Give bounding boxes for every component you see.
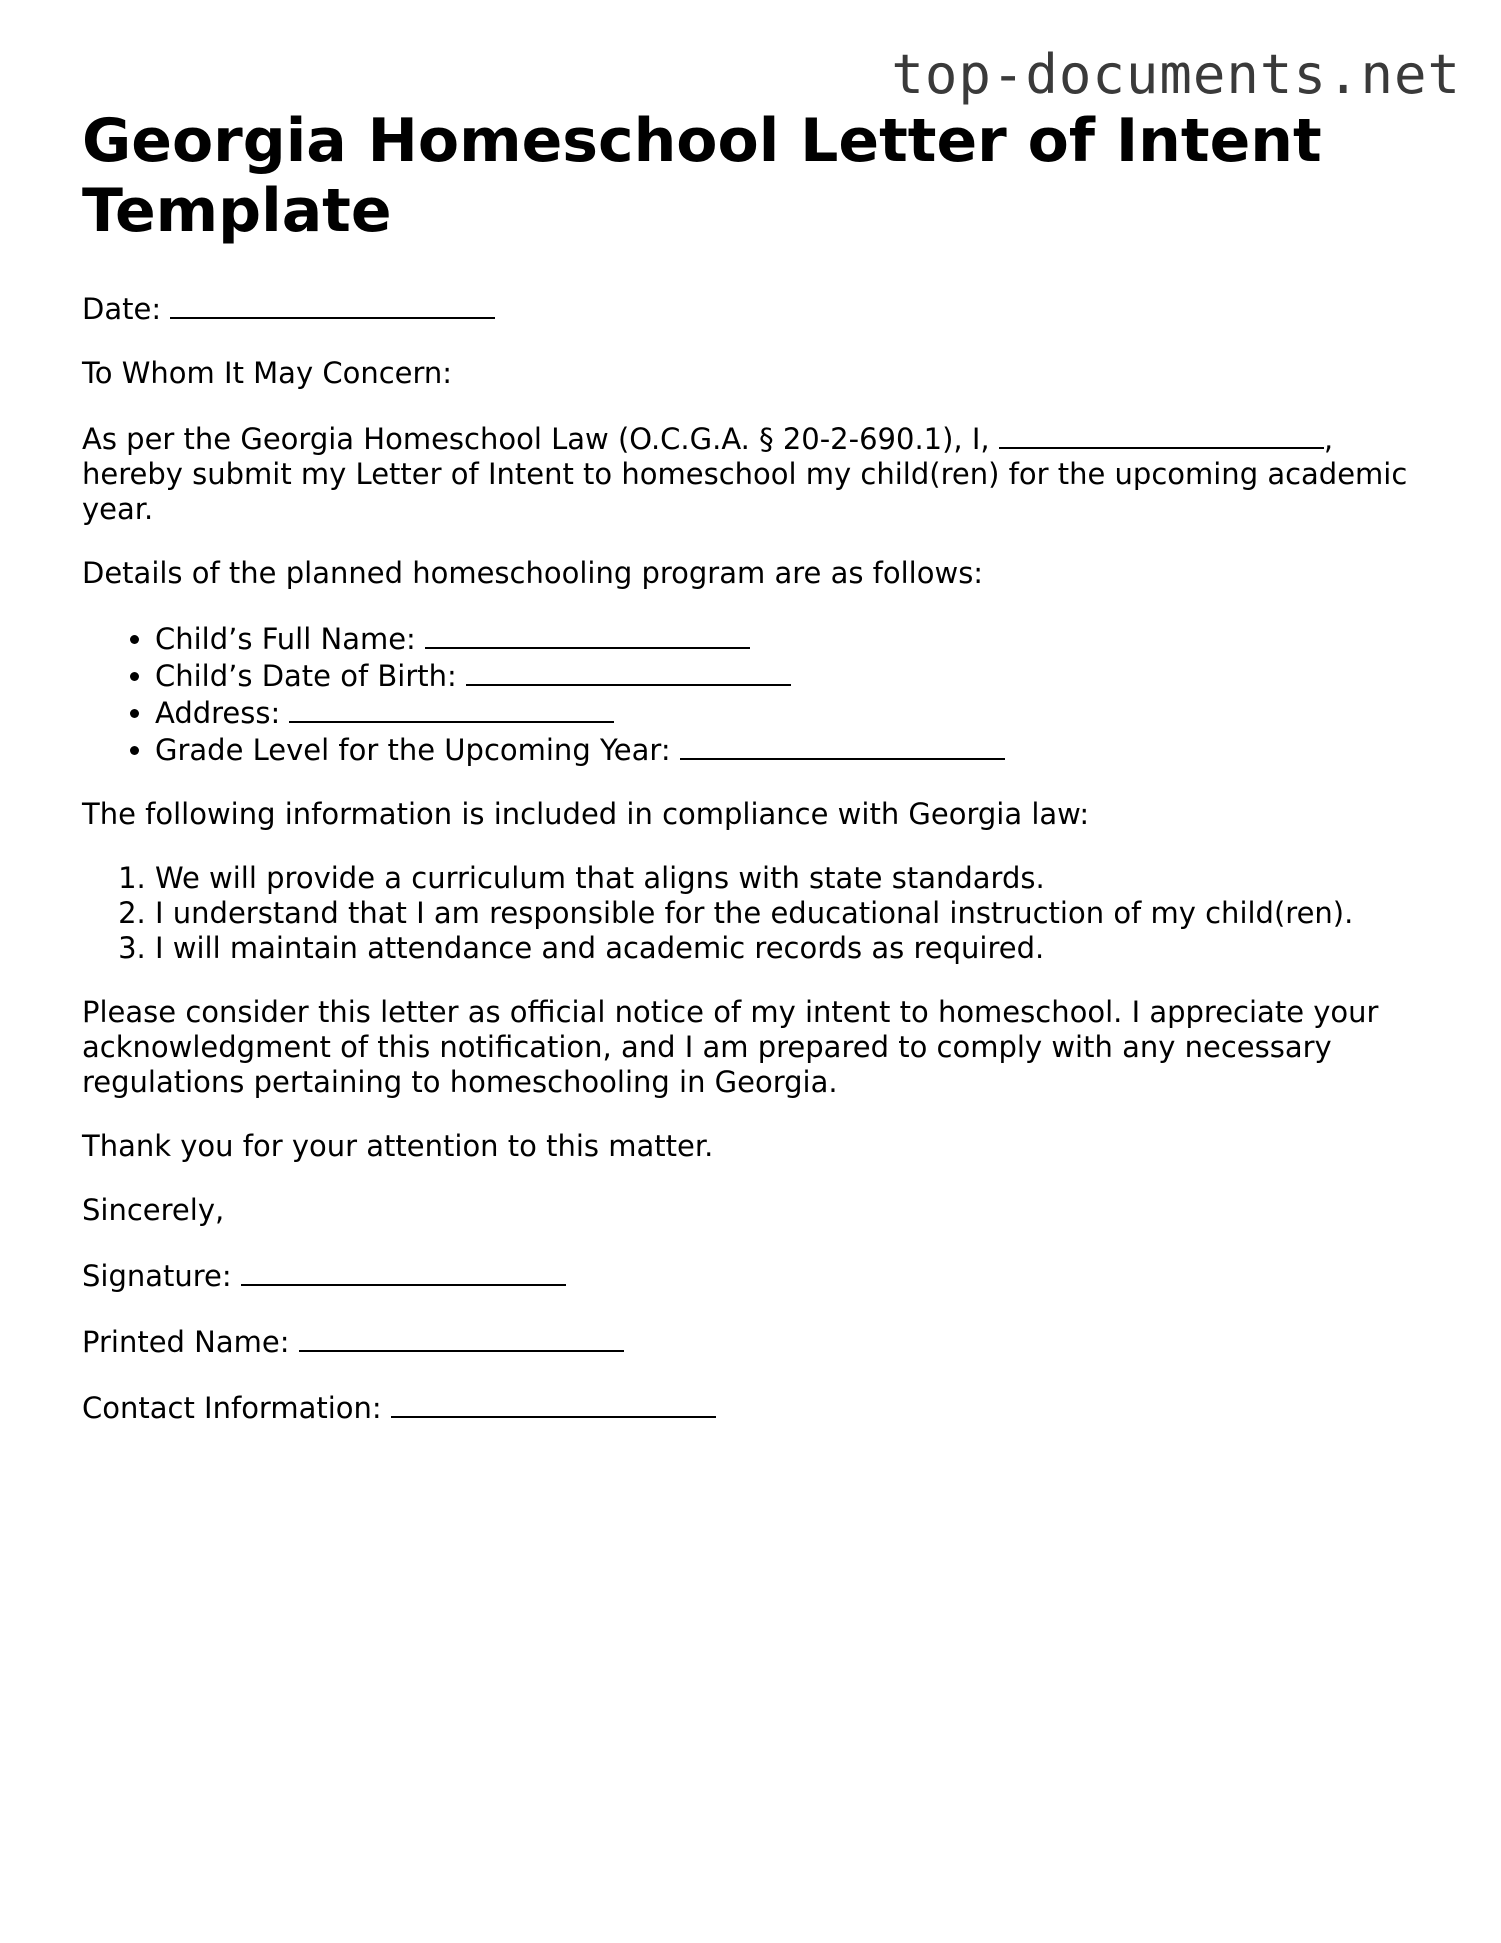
list-item: 1. We will provide a curriculum that aligns with state standards. — [155, 861, 1422, 896]
parent-name-blank[interactable] — [999, 420, 1324, 449]
grade-level-label: Grade Level for the Upcoming Year: — [155, 733, 671, 767]
compliance-heading: The following information is included in compliance with Georgia law: — [82, 797, 1090, 831]
intro-text-after: , hereby submit my Letter of Intent to homeschool my child(ren) for the upcoming academic year. — [82, 422, 1408, 526]
list-item — [155, 694, 1422, 731]
signature-line — [82, 1257, 1422, 1294]
salutation: To Whom It May Concern: — [82, 356, 453, 390]
intro-paragraph — [82, 420, 1422, 527]
details-heading: Details of the planned homeschooling program are as follows: — [82, 556, 984, 590]
thanks-line: Thank you for your attention to this matter. — [82, 1129, 714, 1163]
document-title: Georgia Homeschool Letter of Intent Template — [82, 106, 1322, 246]
closing-paragraph: Please consider this letter as official notice of my intent to homeschool. I appreciate your acknowledgment of this notification, and I am prepared to comply with any necessary regulations pertaining to homeschooling in Georgia. — [82, 995, 1379, 1099]
address-blank[interactable] — [289, 694, 614, 723]
watermark: top-documents.net — [891, 43, 1461, 106]
contact-blank[interactable] — [391, 1389, 716, 1418]
list-item: 2. I understand that I am responsible for the educational instruction of my child(ren). — [155, 896, 1422, 931]
signature-blank[interactable] — [241, 1257, 566, 1286]
list-item — [155, 657, 1422, 694]
intro-text-before: As per the Georgia Homeschool Law (O.C.G.A. § 20-2-690.1), I, — [82, 422, 990, 456]
printed-name-label: Printed Name: — [82, 1325, 290, 1359]
address-label: Address: — [155, 696, 281, 730]
child-dob-label: Child’s Date of Birth: — [155, 659, 457, 693]
list-item: 3. I will maintain attendance and academic records as required. — [155, 931, 1422, 966]
signature-label: Signature: — [82, 1259, 232, 1293]
child-name-blank[interactable] — [425, 620, 750, 649]
compliance-list — [82, 861, 1422, 966]
details-list — [82, 620, 1422, 768]
child-name-label: Child’s Full Name: — [155, 622, 416, 656]
printed-name-blank[interactable] — [299, 1323, 624, 1352]
contact-line — [82, 1389, 1422, 1426]
list-item — [155, 731, 1422, 768]
sign-off: Sincerely, — [82, 1193, 225, 1227]
grade-level-blank[interactable] — [680, 731, 1005, 760]
document-page — [82, 106, 1422, 1455]
date-line — [82, 290, 1422, 327]
printed-name-line — [82, 1323, 1422, 1360]
contact-label: Contact Information: — [82, 1391, 382, 1425]
date-blank[interactable] — [170, 290, 495, 319]
date-label: Date: — [82, 292, 162, 326]
child-dob-blank[interactable] — [466, 657, 791, 686]
list-item — [155, 620, 1422, 657]
